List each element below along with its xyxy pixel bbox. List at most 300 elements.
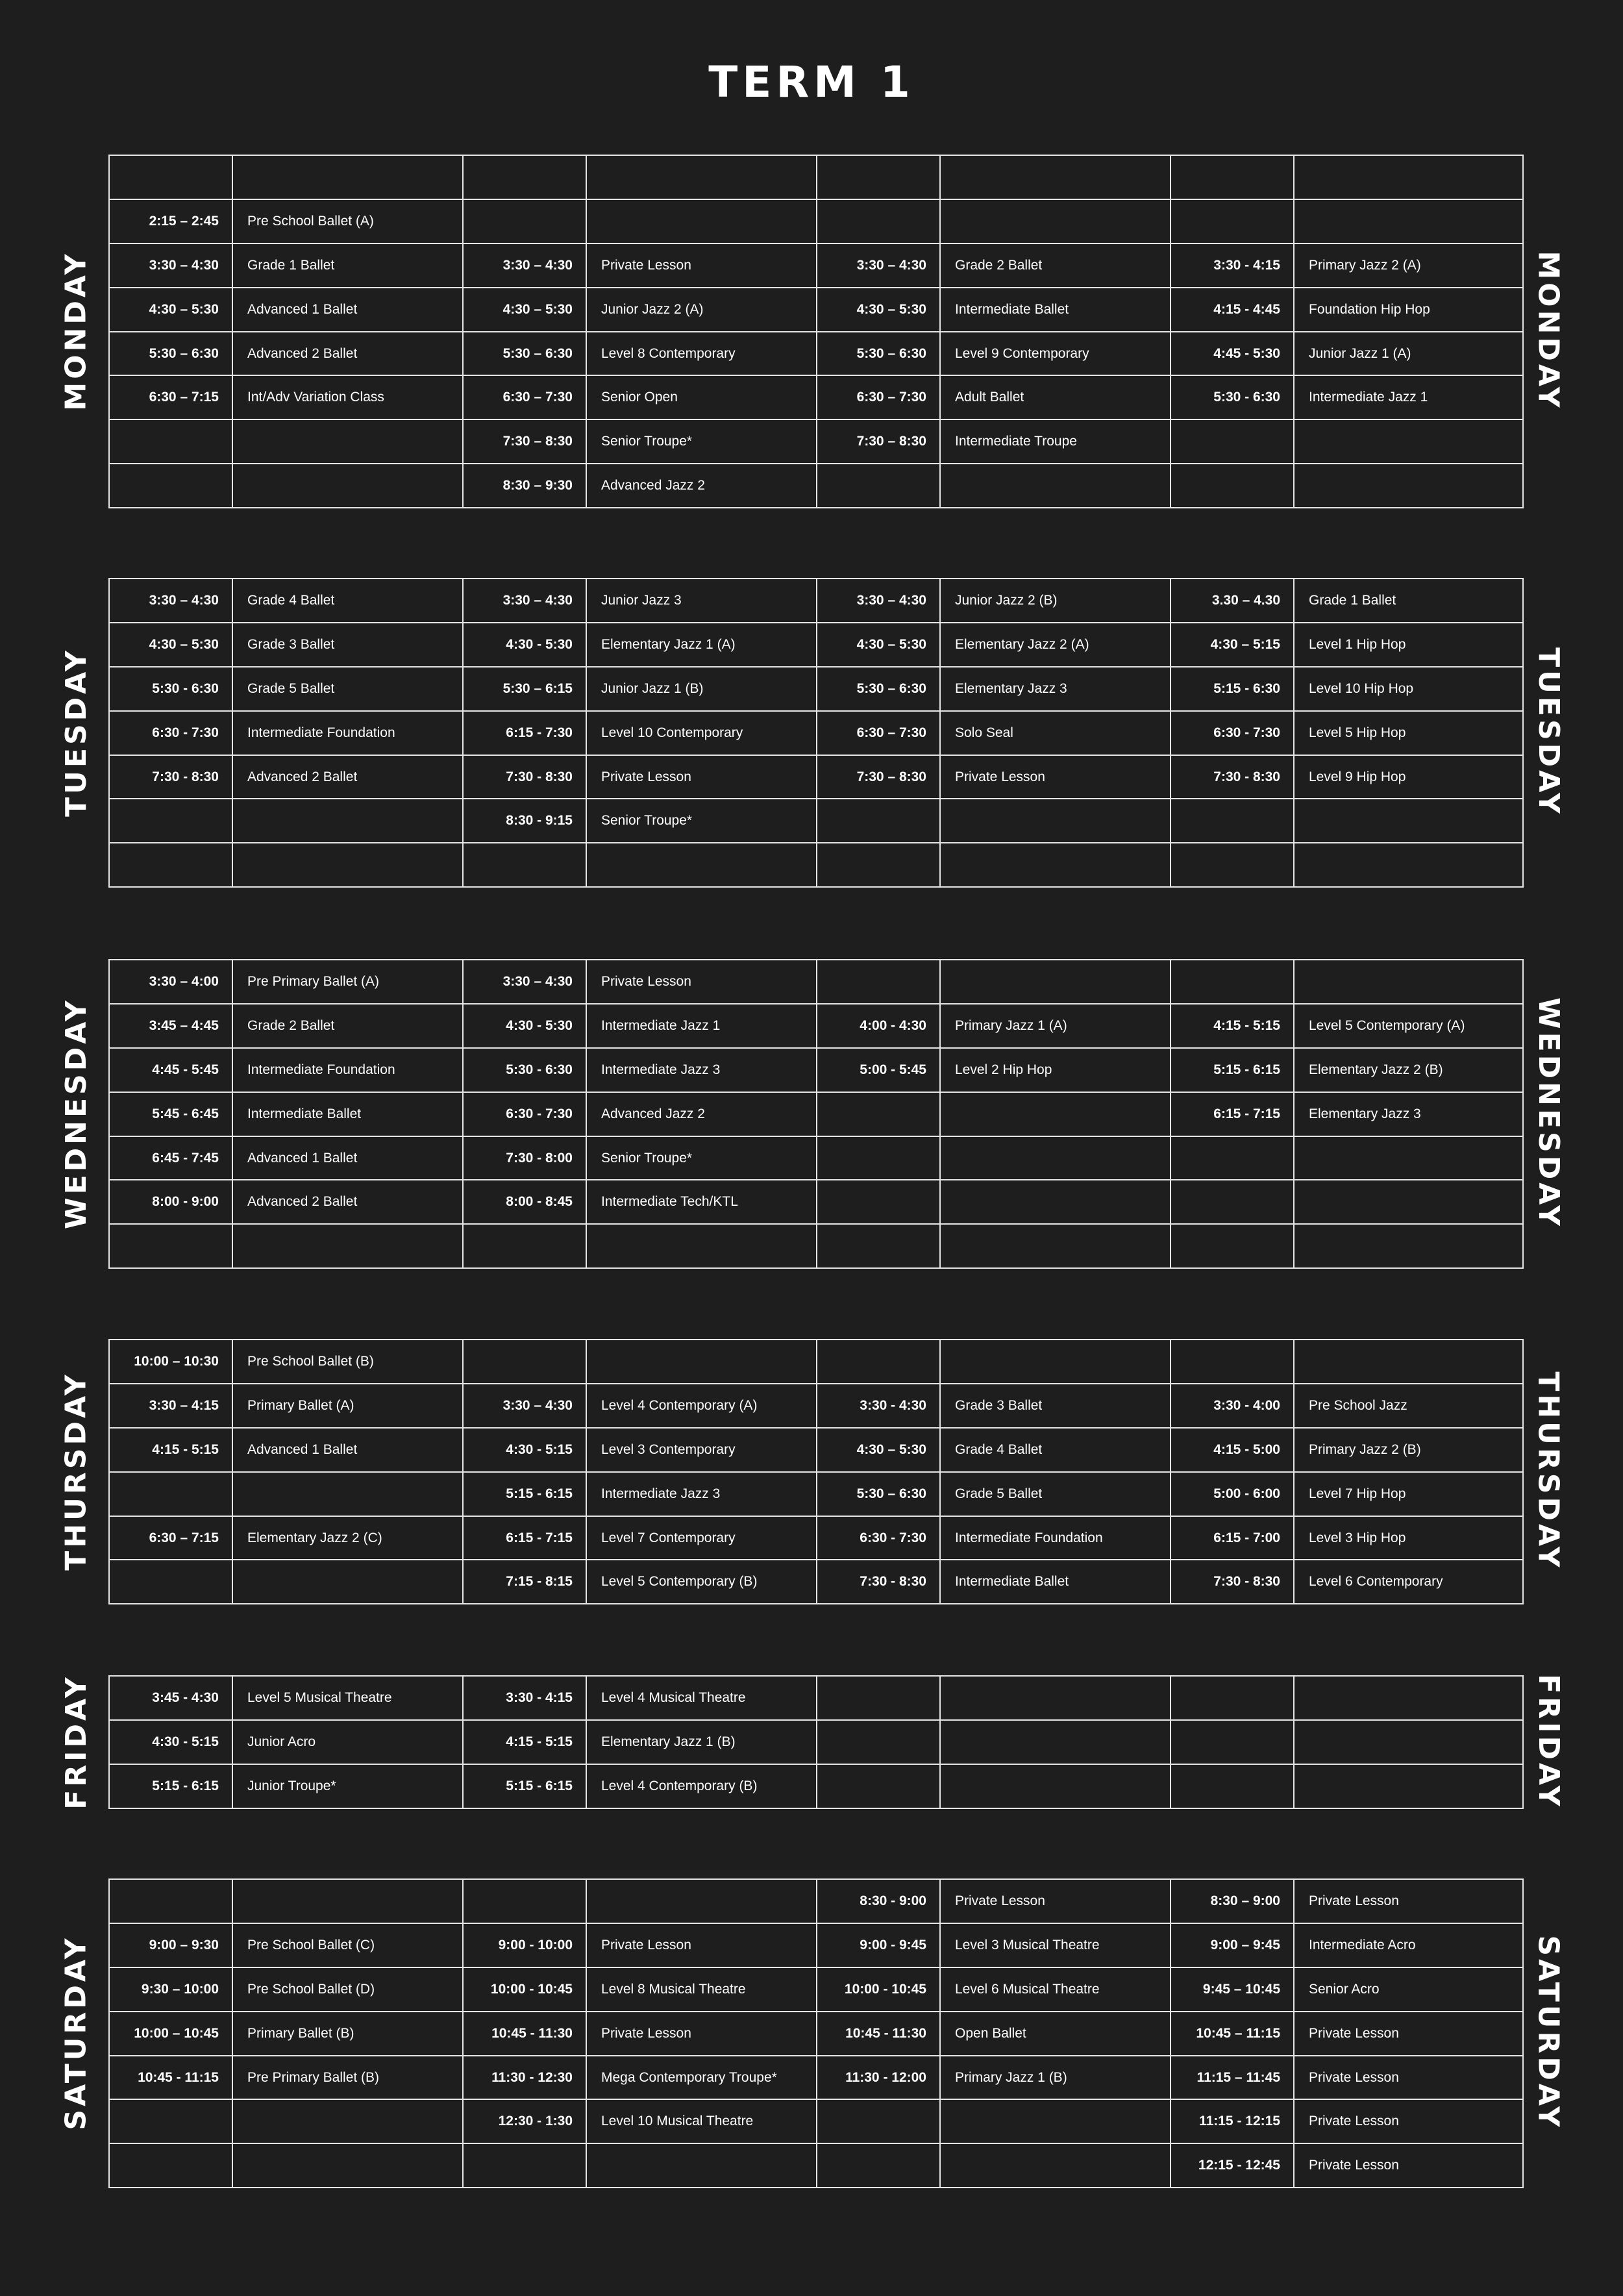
- day-label-right: [1519, 1878, 1578, 2187]
- class-cell: Level 9 Hip Hop: [1294, 755, 1523, 799]
- class-cell: Level 6 Contemporary: [1294, 1560, 1523, 1604]
- class-cell: Level 3 Contemporary: [586, 1428, 817, 1472]
- day-name: THURSDAY: [1531, 1371, 1565, 1571]
- class-cell: Private Lesson: [586, 243, 817, 288]
- class-cell: Foundation Hip Hop: [1294, 288, 1523, 332]
- time-cell: 9:00 – 9:30: [109, 1923, 232, 1967]
- class-cell: Grade 2 Ballet: [232, 1004, 463, 1048]
- class-cell: Pre Primary Ballet (B): [232, 2056, 463, 2100]
- day-label-left: [47, 959, 105, 1267]
- class-cell: Grade 5 Ballet: [232, 667, 463, 711]
- time-cell: 3:30 – 4:30: [463, 960, 586, 1004]
- day-label-right: [1519, 959, 1578, 1267]
- day-label-left: [47, 1675, 105, 1808]
- time-cell: 5:30 – 6:15: [463, 667, 586, 711]
- time-cell: 10:00 - 10:45: [463, 1967, 586, 2012]
- class-cell: Senior Troupe*: [586, 1136, 817, 1180]
- time-cell: 4:45 - 5:45: [109, 1048, 232, 1092]
- class-cell: Level 10 Musical Theatre: [586, 2099, 817, 2143]
- day-label-right: [1519, 155, 1578, 507]
- class-cell: Level 5 Hip Hop: [1294, 711, 1523, 755]
- class-cell: Level 4 Contemporary (A): [586, 1384, 817, 1428]
- timetable-wednesday: [108, 959, 1524, 1269]
- time-cell: 12:15 - 12:45: [1171, 2143, 1294, 2188]
- day-label-left: [47, 578, 105, 886]
- class-cell: Elementary Jazz 2 (A): [940, 623, 1171, 667]
- time-cell: 6:30 - 7:30: [817, 1516, 940, 1560]
- class-cell: Grade 2 Ballet: [940, 243, 1171, 288]
- time-cell: 9:45 – 10:45: [1171, 1967, 1294, 2012]
- class-cell: Pre School Ballet (B): [232, 1340, 463, 1384]
- class-cell: [1294, 843, 1523, 887]
- time-cell: 6:30 – 7:15: [109, 1516, 232, 1560]
- table-row: [109, 1428, 1523, 1472]
- time-cell: 5:30 - 6:30: [463, 1048, 586, 1092]
- class-cell: Elementary Jazz 1 (A): [586, 623, 817, 667]
- table-row: [109, 1180, 1523, 1224]
- time-cell: 7:30 - 8:30: [1171, 755, 1294, 799]
- time-cell: [817, 1676, 940, 1720]
- time-cell: 4:00 - 4:30: [817, 1004, 940, 1048]
- class-cell: [940, 464, 1171, 508]
- class-cell: Advanced 2 Ballet: [232, 1180, 463, 1224]
- class-cell: Intermediate Jazz 1: [1294, 375, 1523, 419]
- class-cell: Advanced 1 Ballet: [232, 1136, 463, 1180]
- class-cell: Private Lesson: [1294, 2056, 1523, 2100]
- class-cell: Level 6 Musical Theatre: [940, 1967, 1171, 2012]
- class-cell: Private Lesson: [1294, 1879, 1523, 1923]
- class-cell: [232, 843, 463, 887]
- class-cell: Private Lesson: [586, 755, 817, 799]
- time-cell: 6:30 – 7:15: [109, 375, 232, 419]
- time-cell: 2:15 – 2:45: [109, 199, 232, 243]
- class-cell: Level 1 Hip Hop: [1294, 623, 1523, 667]
- time-cell: 11:15 - 12:15: [1171, 2099, 1294, 2143]
- class-cell: Intermediate Foundation: [940, 1516, 1171, 1560]
- time-cell: 6:45 - 7:45: [109, 1136, 232, 1180]
- table-row: [109, 155, 1523, 199]
- time-cell: 3:30 – 4:30: [817, 579, 940, 623]
- time-cell: 6:30 – 7:30: [817, 375, 940, 419]
- class-cell: Intermediate Ballet: [940, 1560, 1171, 1604]
- class-cell: [940, 843, 1171, 887]
- time-cell: 3:30 - 4:15: [463, 1676, 586, 1720]
- time-cell: 4:30 – 5:30: [817, 1428, 940, 1472]
- class-cell: Private Lesson: [940, 1879, 1171, 1923]
- class-cell: Level 9 Contemporary: [940, 332, 1171, 376]
- time-cell: 4:30 - 5:30: [463, 1004, 586, 1048]
- table-row: [109, 2099, 1523, 2143]
- class-cell: Senior Acro: [1294, 1967, 1523, 2012]
- time-cell: [109, 799, 232, 843]
- class-cell: Elementary Jazz 2 (B): [1294, 1048, 1523, 1092]
- time-cell: 12:30 - 1:30: [463, 2099, 586, 2143]
- class-cell: Pre Primary Ballet (A): [232, 960, 463, 1004]
- class-cell: [586, 843, 817, 887]
- time-cell: 4:15 - 5:15: [463, 1720, 586, 1764]
- timetable-tuesday: [108, 578, 1524, 888]
- class-cell: Advanced 1 Ballet: [232, 1428, 463, 1472]
- table-row: [109, 2012, 1523, 2056]
- time-cell: [463, 1340, 586, 1384]
- time-cell: 10:45 - 11:30: [817, 2012, 940, 2056]
- day-name: MONDAY: [1531, 251, 1565, 411]
- class-cell: Intermediate Foundation: [232, 1048, 463, 1092]
- table-row: [109, 1967, 1523, 2012]
- class-cell: [1294, 1136, 1523, 1180]
- class-cell: Advanced Jazz 2: [586, 1092, 817, 1136]
- time-cell: 3:30 – 4:30: [109, 243, 232, 288]
- time-cell: 4:30 – 5:30: [817, 288, 940, 332]
- time-cell: [817, 799, 940, 843]
- day-name: THURSDAY: [59, 1371, 93, 1571]
- table-row: [109, 243, 1523, 288]
- class-cell: Intermediate Tech/KTL: [586, 1180, 817, 1224]
- table-row: [109, 1720, 1523, 1764]
- table-row: [109, 1764, 1523, 1808]
- class-cell: [940, 799, 1171, 843]
- table-row: [109, 960, 1523, 1004]
- class-cell: [232, 2143, 463, 2188]
- time-cell: [1171, 464, 1294, 508]
- class-cell: [232, 155, 463, 199]
- time-cell: [463, 1879, 586, 1923]
- class-cell: Grade 5 Ballet: [940, 1472, 1171, 1516]
- time-cell: [817, 1136, 940, 1180]
- time-cell: 9:00 - 9:45: [817, 1923, 940, 1967]
- class-cell: Grade 3 Ballet: [940, 1384, 1171, 1428]
- table-row: [109, 288, 1523, 332]
- class-cell: Level 4 Musical Theatre: [586, 1676, 817, 1720]
- time-cell: 4:15 - 5:15: [109, 1428, 232, 1472]
- time-cell: 5:30 - 6:30: [1171, 375, 1294, 419]
- day-label-right: [1519, 1675, 1578, 1808]
- timetable-friday: [108, 1675, 1524, 1809]
- time-cell: 4:30 – 5:30: [463, 288, 586, 332]
- time-cell: [463, 1224, 586, 1268]
- time-cell: 8:30 – 9:30: [463, 464, 586, 508]
- time-cell: 5:30 – 6:30: [817, 667, 940, 711]
- time-cell: [1171, 199, 1294, 243]
- time-cell: 5:30 - 6:30: [109, 667, 232, 711]
- day-block-saturday: [0, 1878, 1623, 2187]
- class-cell: Junior Jazz 1 (A): [1294, 332, 1523, 376]
- time-cell: 6:15 - 7:15: [1171, 1092, 1294, 1136]
- class-cell: Level 8 Contemporary: [586, 332, 817, 376]
- table-row: [109, 1048, 1523, 1092]
- time-cell: [817, 1720, 940, 1764]
- time-cell: [109, 2143, 232, 2188]
- class-cell: [232, 419, 463, 464]
- time-cell: 3:30 – 4:30: [109, 579, 232, 623]
- class-cell: Grade 1 Ballet: [232, 243, 463, 288]
- time-cell: 7:30 – 8:30: [817, 419, 940, 464]
- time-cell: 8:30 – 9:00: [1171, 1879, 1294, 1923]
- time-cell: [817, 155, 940, 199]
- class-cell: [940, 155, 1171, 199]
- time-cell: 5:30 – 6:30: [463, 332, 586, 376]
- day-block-thursday: [0, 1339, 1623, 1603]
- table-row: [109, 1224, 1523, 1268]
- timetable-monday: [108, 155, 1524, 508]
- table-row: [109, 2143, 1523, 2188]
- time-cell: 9:00 – 9:45: [1171, 1923, 1294, 1967]
- table-row: [109, 1092, 1523, 1136]
- class-cell: Level 7 Hip Hop: [1294, 1472, 1523, 1516]
- time-cell: [109, 419, 232, 464]
- time-cell: 10:45 - 11:30: [463, 2012, 586, 2056]
- class-cell: [1294, 960, 1523, 1004]
- day-label-left: [47, 1878, 105, 2187]
- class-cell: Pre School Ballet (A): [232, 199, 463, 243]
- table-row: [109, 464, 1523, 508]
- class-cell: [586, 1879, 817, 1923]
- class-cell: Intermediate Ballet: [940, 288, 1171, 332]
- class-cell: Intermediate Troupe: [940, 419, 1171, 464]
- time-cell: 4:15 - 4:45: [1171, 288, 1294, 332]
- day-block-monday: [0, 155, 1623, 507]
- time-cell: [463, 199, 586, 243]
- table-row: [109, 1516, 1523, 1560]
- class-cell: [586, 155, 817, 199]
- table-row: [109, 799, 1523, 843]
- day-label-left: [47, 1339, 105, 1603]
- time-cell: [817, 1180, 940, 1224]
- time-cell: [109, 1472, 232, 1516]
- table-row: [109, 1340, 1523, 1384]
- time-cell: 3:30 – 4:30: [463, 579, 586, 623]
- time-cell: [817, 2143, 940, 2188]
- time-cell: 3:30 - 4:15: [1171, 243, 1294, 288]
- day-name: SATURDAY: [1531, 1935, 1565, 2130]
- class-cell: Elementary Jazz 2 (C): [232, 1516, 463, 1560]
- table-row: [109, 419, 1523, 464]
- timetable-saturday: [108, 1878, 1524, 2188]
- class-cell: Int/Adv Variation Class: [232, 375, 463, 419]
- time-cell: 3.30 – 4.30: [1171, 579, 1294, 623]
- time-cell: [817, 1764, 940, 1808]
- class-cell: [940, 2143, 1171, 2188]
- class-cell: [940, 1720, 1171, 1764]
- time-cell: 5:15 - 6:15: [109, 1764, 232, 1808]
- class-cell: Level 2 Hip Hop: [940, 1048, 1171, 1092]
- class-cell: Pre School Ballet (D): [232, 1967, 463, 2012]
- time-cell: 3:30 – 4:00: [109, 960, 232, 1004]
- time-cell: 7:30 - 8:30: [109, 755, 232, 799]
- time-cell: [1171, 1720, 1294, 1764]
- day-label-right: [1519, 578, 1578, 886]
- class-cell: [586, 1340, 817, 1384]
- day-block-tuesday: [0, 578, 1623, 886]
- class-cell: Private Lesson: [586, 1923, 817, 1967]
- table-row: [109, 579, 1523, 623]
- table-row: [109, 843, 1523, 887]
- time-cell: 7:30 - 8:30: [817, 1560, 940, 1604]
- class-cell: Grade 3 Ballet: [232, 623, 463, 667]
- table-row: [109, 1923, 1523, 1967]
- class-cell: [940, 199, 1171, 243]
- time-cell: 10:00 – 10:45: [109, 2012, 232, 2056]
- table-row: [109, 1560, 1523, 1604]
- class-cell: Primary Jazz 1 (B): [940, 2056, 1171, 2100]
- time-cell: [817, 1092, 940, 1136]
- class-cell: [1294, 1764, 1523, 1808]
- time-cell: 3:30 - 4:30: [817, 1384, 940, 1428]
- time-cell: 8:00 - 8:45: [463, 1180, 586, 1224]
- time-cell: [109, 1560, 232, 1604]
- time-cell: 7:30 - 8:30: [463, 755, 586, 799]
- table-row: [109, 332, 1523, 376]
- time-cell: [817, 199, 940, 243]
- class-cell: Intermediate Foundation: [232, 711, 463, 755]
- class-cell: Senior Troupe*: [586, 799, 817, 843]
- day-name: TUESDAY: [1531, 647, 1565, 817]
- class-cell: [1294, 1340, 1523, 1384]
- time-cell: 5:30 – 6:30: [817, 332, 940, 376]
- time-cell: 7:30 – 8:30: [463, 419, 586, 464]
- class-cell: Primary Jazz 2 (A): [1294, 243, 1523, 288]
- timetable-thursday: [108, 1339, 1524, 1604]
- time-cell: 3:30 – 4:30: [817, 243, 940, 288]
- time-cell: 7:30 - 8:00: [463, 1136, 586, 1180]
- class-cell: [940, 1224, 1171, 1268]
- class-cell: Advanced 2 Ballet: [232, 755, 463, 799]
- class-cell: [232, 799, 463, 843]
- class-cell: Private Lesson: [586, 960, 817, 1004]
- time-cell: 6:30 – 7:30: [817, 711, 940, 755]
- class-cell: [940, 2099, 1171, 2143]
- time-cell: 3:45 – 4:45: [109, 1004, 232, 1048]
- time-cell: [1171, 1136, 1294, 1180]
- time-cell: 8:30 - 9:00: [817, 1879, 940, 1923]
- time-cell: 5:00 - 5:45: [817, 1048, 940, 1092]
- class-cell: [1294, 1180, 1523, 1224]
- time-cell: [1171, 155, 1294, 199]
- table-row: [109, 1676, 1523, 1720]
- class-cell: Junior Jazz 3: [586, 579, 817, 623]
- day-name: WEDNESDAY: [59, 997, 93, 1229]
- class-cell: [940, 1764, 1171, 1808]
- class-cell: Private Lesson: [1294, 2012, 1523, 2056]
- time-cell: 4:30 – 5:15: [1171, 623, 1294, 667]
- class-cell: [1294, 419, 1523, 464]
- class-cell: Intermediate Ballet: [232, 1092, 463, 1136]
- time-cell: 6:15 - 7:00: [1171, 1516, 1294, 1560]
- class-cell: Primary Jazz 1 (A): [940, 1004, 1171, 1048]
- time-cell: [1171, 843, 1294, 887]
- class-cell: [1294, 799, 1523, 843]
- class-cell: Private Lesson: [586, 2012, 817, 2056]
- class-cell: [232, 1879, 463, 1923]
- class-cell: [940, 1092, 1171, 1136]
- time-cell: [817, 843, 940, 887]
- time-cell: 4:30 - 5:15: [463, 1428, 586, 1472]
- class-cell: Level 3 Musical Theatre: [940, 1923, 1171, 1967]
- time-cell: [463, 2143, 586, 2188]
- class-cell: [232, 464, 463, 508]
- class-cell: Intermediate Acro: [1294, 1923, 1523, 1967]
- class-cell: Level 10 Contemporary: [586, 711, 817, 755]
- time-cell: 7:15 - 8:15: [463, 1560, 586, 1604]
- time-cell: 5:00 - 6:00: [1171, 1472, 1294, 1516]
- class-cell: Advanced 2 Ballet: [232, 332, 463, 376]
- class-cell: [1294, 1224, 1523, 1268]
- time-cell: 8:30 - 9:15: [463, 799, 586, 843]
- time-cell: 4:30 – 5:30: [817, 623, 940, 667]
- time-cell: 11:15 – 11:45: [1171, 2056, 1294, 2100]
- time-cell: [817, 1340, 940, 1384]
- time-cell: 6:15 - 7:30: [463, 711, 586, 755]
- time-cell: 10:00 – 10:30: [109, 1340, 232, 1384]
- day-name: FRIDAY: [1531, 1673, 1565, 1810]
- class-cell: Junior Acro: [232, 1720, 463, 1764]
- time-cell: 5:30 – 6:30: [817, 1472, 940, 1516]
- class-cell: Level 3 Hip Hop: [1294, 1516, 1523, 1560]
- table-row: [109, 755, 1523, 799]
- class-cell: Intermediate Jazz 1: [586, 1004, 817, 1048]
- class-cell: Senior Troupe*: [586, 419, 817, 464]
- class-cell: Senior Open: [586, 375, 817, 419]
- class-cell: [232, 2099, 463, 2143]
- table-row: [109, 1472, 1523, 1516]
- class-cell: [1294, 1676, 1523, 1720]
- class-cell: [940, 1180, 1171, 1224]
- time-cell: 5:45 - 6:45: [109, 1092, 232, 1136]
- day-name: SATURDAY: [59, 1935, 93, 2130]
- class-cell: [1294, 199, 1523, 243]
- table-row: [109, 1879, 1523, 1923]
- time-cell: 3:30 - 4:00: [1171, 1384, 1294, 1428]
- table-row: [109, 1004, 1523, 1048]
- class-cell: Private Lesson: [1294, 2143, 1523, 2188]
- class-cell: [232, 1472, 463, 1516]
- time-cell: [1171, 1676, 1294, 1720]
- time-cell: 4:30 - 5:15: [109, 1720, 232, 1764]
- time-cell: [1171, 1224, 1294, 1268]
- class-cell: Elementary Jazz 3: [940, 667, 1171, 711]
- time-cell: 5:30 – 6:30: [109, 332, 232, 376]
- table-row: [109, 1384, 1523, 1428]
- class-cell: Level 5 Musical Theatre: [232, 1676, 463, 1720]
- class-cell: Primary Jazz 2 (B): [1294, 1428, 1523, 1472]
- day-name: MONDAY: [59, 251, 93, 411]
- class-cell: Mega Contemporary Troupe*: [586, 2056, 817, 2100]
- time-cell: [109, 843, 232, 887]
- table-row: [109, 375, 1523, 419]
- time-cell: 4:15 - 5:15: [1171, 1004, 1294, 1048]
- class-cell: [940, 1340, 1171, 1384]
- time-cell: [1171, 419, 1294, 464]
- time-cell: [817, 2099, 940, 2143]
- class-cell: Elementary Jazz 1 (B): [586, 1720, 817, 1764]
- day-block-wednesday: [0, 959, 1623, 1267]
- time-cell: 9:00 - 10:00: [463, 1923, 586, 1967]
- time-cell: [109, 464, 232, 508]
- day-name: WEDNESDAY: [1531, 997, 1565, 1229]
- time-cell: 3:30 – 4:30: [463, 243, 586, 288]
- class-cell: Level 10 Hip Hop: [1294, 667, 1523, 711]
- class-cell: [1294, 464, 1523, 508]
- time-cell: 6:30 - 7:30: [463, 1092, 586, 1136]
- class-cell: Solo Seal: [940, 711, 1171, 755]
- time-cell: 4:30 – 5:30: [109, 623, 232, 667]
- class-cell: [940, 960, 1171, 1004]
- time-cell: 3:45 - 4:30: [109, 1676, 232, 1720]
- time-cell: [1171, 799, 1294, 843]
- class-cell: Intermediate Jazz 3: [586, 1048, 817, 1092]
- time-cell: 8:00 - 9:00: [109, 1180, 232, 1224]
- time-cell: 7:30 - 8:30: [1171, 1560, 1294, 1604]
